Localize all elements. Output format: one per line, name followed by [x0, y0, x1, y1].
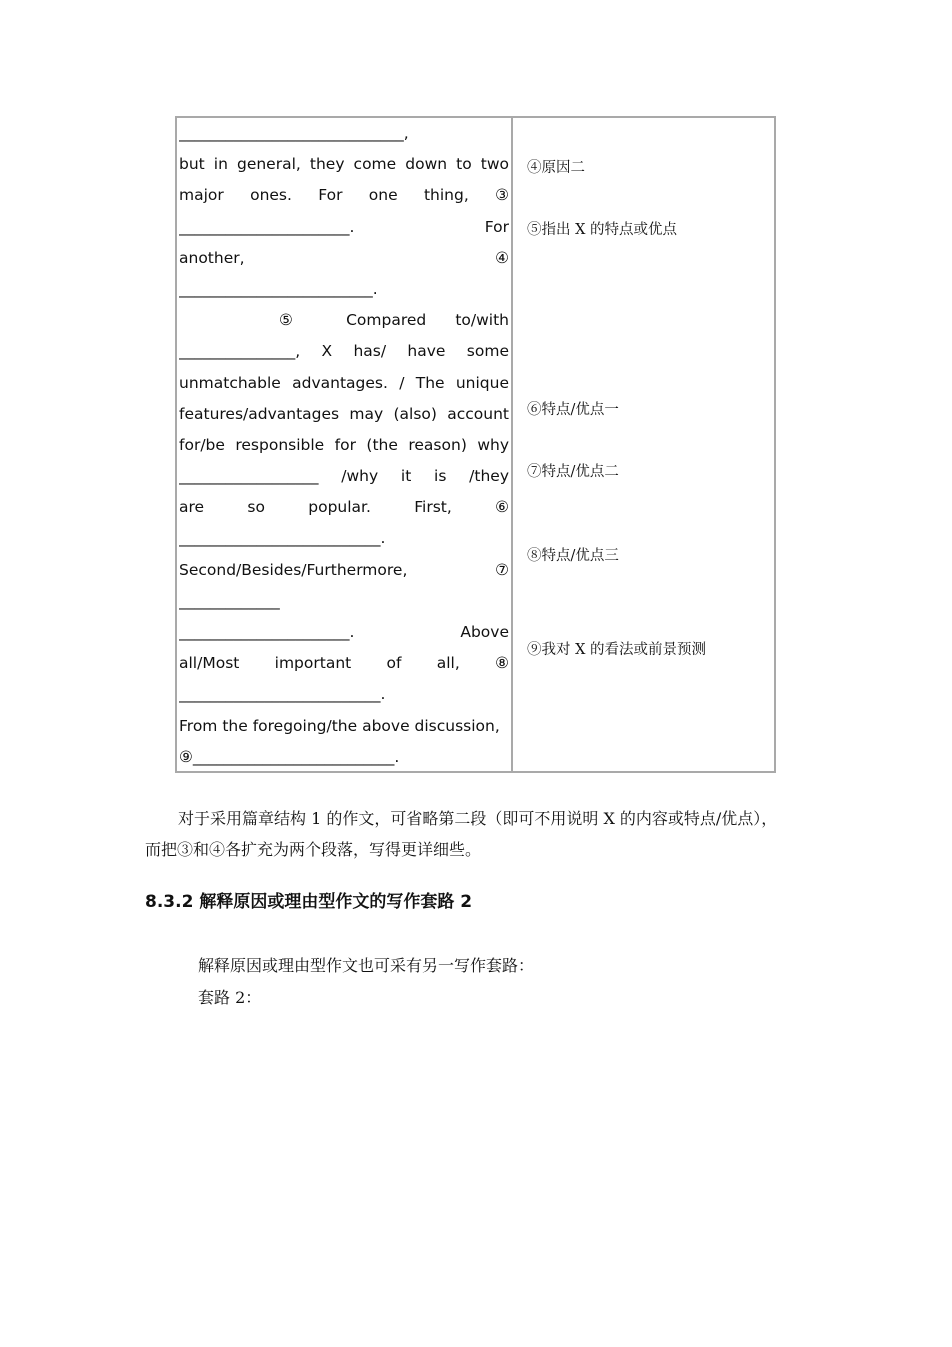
- note-features: ⑤指出 X 的特点或优点: [527, 222, 678, 238]
- template-line: are so popular. First, ⑥: [179, 498, 509, 517]
- paragraph-line-2: 而把③和④各扩充为两个段落，写得更详细些。: [145, 840, 482, 859]
- template-line: major ones. For one thing, ③: [179, 186, 509, 205]
- template-line: features/advantages may (also) account: [179, 404, 509, 423]
- template-line: __________________________.: [179, 685, 386, 704]
- template-line: ⑨__________________________.: [179, 747, 400, 766]
- template-line: unmatchable advantages. / The unique: [179, 373, 509, 392]
- note-feature-two: ⑦特点/优点二: [527, 464, 619, 480]
- column-divider: [511, 118, 513, 771]
- section-heading: 8.3.2 解释原因或理由型作文的写作套路 2: [145, 892, 473, 912]
- body-line-1: 解释原因或理由型作文也可采有另一写作套路：: [198, 956, 535, 975]
- body-line-2: 套路 2：: [198, 988, 262, 1007]
- template-line: ______________________. For: [179, 217, 509, 236]
- template-line: for/be responsible for (the reason) why: [179, 435, 509, 454]
- paragraph-line-1: 对于采用篇章结构 1 的作文，可省略第二段（即可不用说明 X 的内容或特点/优点），: [178, 809, 778, 828]
- note-reason-two: ④原因二: [527, 160, 585, 176]
- template-table: [175, 116, 776, 773]
- template-line: but in general, they come down to two: [179, 155, 509, 174]
- template-line: ______________________. Above: [179, 623, 509, 641]
- template-line: _______________, X has/ have some: [179, 342, 509, 361]
- note-opinion: ⑨我对 X 的看法或前景预测: [527, 642, 707, 658]
- note-feature-one: ⑥特点/优点一: [527, 402, 619, 418]
- english-template-column: [179, 118, 509, 773]
- template-line: Second/Besides/Furthermore, ⑦: [179, 560, 509, 579]
- template-line: _________________________.: [179, 279, 378, 298]
- template-line: all/Most important of all, ⑧: [179, 654, 509, 673]
- note-feature-three: ⑧特点/优点三: [527, 548, 619, 564]
- template-line: __________________ /why it is /they: [179, 467, 509, 486]
- template-line: another, ④: [179, 248, 509, 267]
- template-line: ⑤ Compared to/with: [279, 311, 509, 330]
- template-line: _____________: [179, 591, 280, 610]
- template-line: __________________________.: [179, 529, 386, 548]
- template-line: From the foregoing/the above discussion,: [179, 716, 500, 735]
- template-line: _____________________________,: [179, 124, 409, 142]
